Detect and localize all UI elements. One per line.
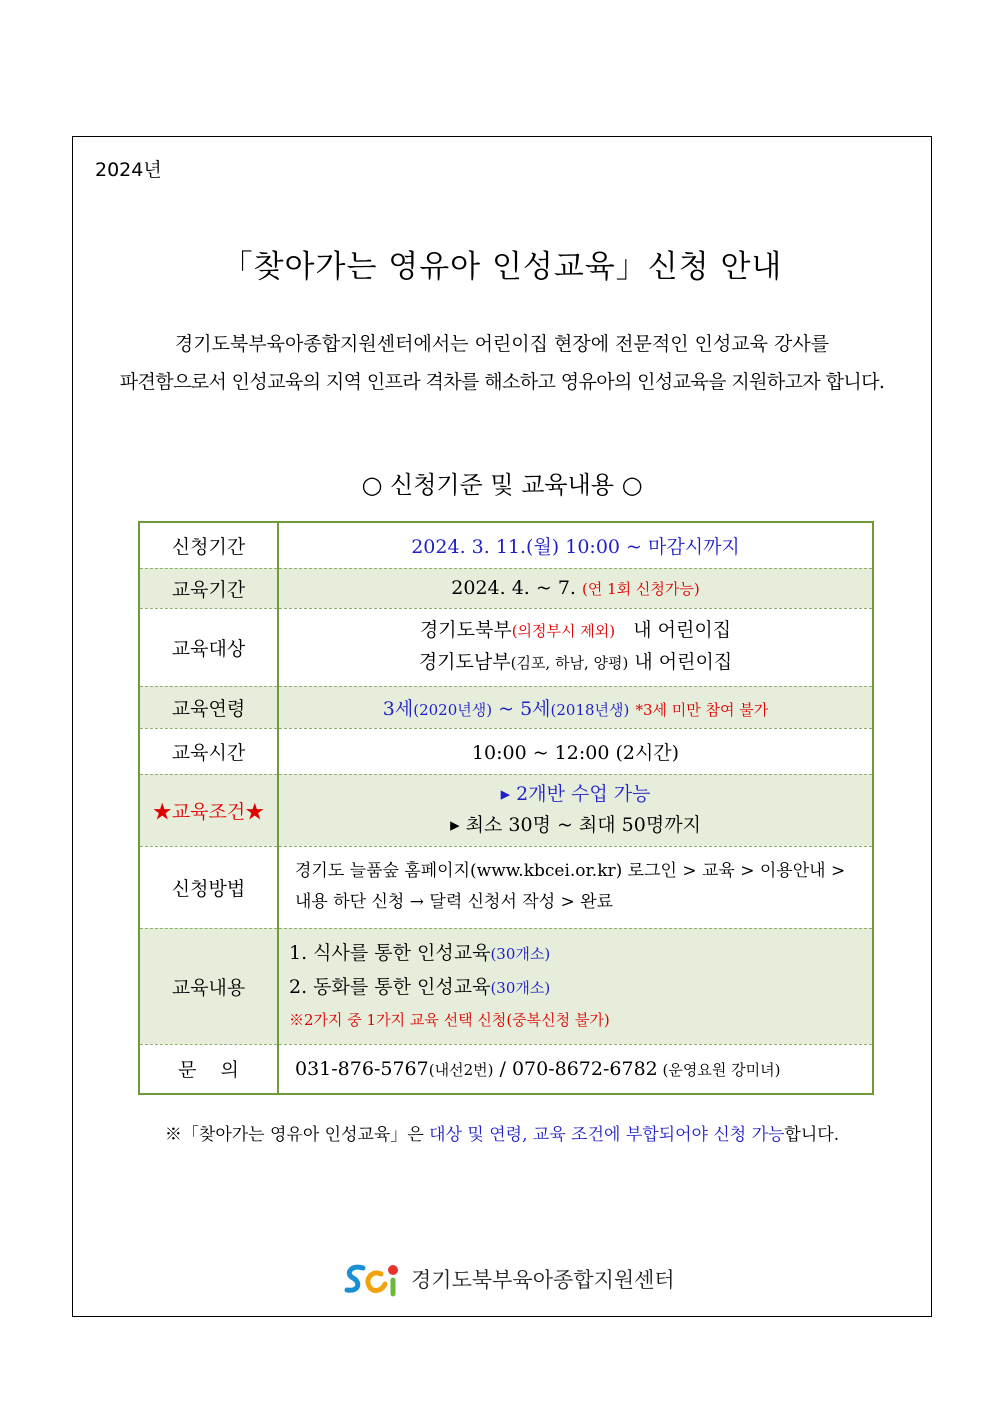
age-min-note: (2020년생) [413,700,493,719]
age-sep: ~ [492,697,521,720]
content-item-1-note: (30개소) [490,945,551,963]
value-edu-period [278,568,873,608]
value-condition [278,774,873,846]
target-south-note: (김포, 하남, 양평) [510,654,629,672]
row-condition [139,774,873,846]
label-edu-period: 교육기간 [139,568,278,608]
value-contact [278,1044,873,1094]
row-edu-period [139,568,873,608]
content-note: ※2가지 중 1가지 교육 선택 신청(중복신청 불가) [289,1011,610,1029]
intro-text [73,325,931,401]
footnote-prefix: ※「찾아가는 영유아 인성교육」은 [164,1125,430,1145]
row-apply-period [139,522,873,568]
section-title: ○ 신청기준 및 교육내용 ○ [361,471,643,499]
row-target [139,608,873,686]
target-north-suffix: 내 어린이집 [633,619,732,641]
row-age [139,686,873,728]
value-method [278,846,873,928]
row-content [139,928,873,1044]
condition-line-2: ▸ 최소 30명 ~ 최대 50명까지 [450,814,701,836]
label-method: 신청방법 [139,846,278,928]
content-item-2 [289,971,872,1005]
intro-line-2: 파견함으로서 인성교육의 지역 인프라 격차를 해소하고 영유아의 인성교육을 지원하고자 합니다. [119,371,885,393]
label-condition: ★교육조건★ [139,774,278,846]
logo-text: 경기도북부육아종합지원센터 [411,1268,675,1292]
footnote [73,1120,931,1145]
logo-mark-icon [343,1260,405,1298]
age-min: 3세 [382,697,414,720]
age-restriction: *3세 미만 참여 불가 [635,700,769,719]
target-south: 경기도남부 [418,651,511,673]
age-max-note: (2018년생) [550,700,630,719]
value-target [278,608,873,686]
content-item-1 [289,937,872,971]
method-line-2: 내용 하단 신청 → 달력 신청서 작성 > 완료 [295,892,614,912]
page-title: 「찾아가는 영유아 인성교육」신청 안내 [221,249,783,285]
row-contact [139,1044,873,1094]
target-line-2 [279,647,872,679]
label-target: 교육대상 [139,608,278,686]
label-content: 교육내용 [139,928,278,1044]
target-south-suffix: 내 어린이집 [634,651,733,673]
intro-line-1: 경기도북부육아종합지원센터에서는 어린이집 현장에 전문적인 인성교육 강사를 [174,333,830,355]
value-age [278,686,873,728]
target-north: 경기도북부 [419,619,512,641]
center-logo [343,1259,675,1299]
method-line-1: 경기도 늘품숲 홈페이지(www.kbcei.or.kr) 로그인 > 교육 > 이용안내 > [295,861,846,881]
contact-ext: (내선2번) [428,1060,494,1079]
label-apply-period: 신청기간 [139,522,278,568]
content-item-1-text: 1. 식사를 통한 인성교육 [289,942,491,964]
row-time [139,728,873,774]
year-label: 2024년 [95,159,162,181]
content-item-2-note: (30개소) [490,979,551,997]
contact-sep: / [493,1057,512,1080]
footnote-suffix: 합니다. [784,1125,840,1145]
document-frame [72,136,932,1317]
contact-phone-2: 070-8672-6782 [511,1057,658,1080]
target-line-1 [279,615,872,647]
label-age: 교육연령 [139,686,278,728]
edu-period-text: 2024. 4. ~ 7. [451,577,576,599]
edu-period-note: (연 1회 신청가능) [582,580,700,598]
content-item-2-text: 2. 동화를 통한 인성교육 [289,976,491,998]
value-apply-period: 2024. 3. 11.(월) 10:00 ~ 마감시까지 [278,522,873,568]
condition-line-1: ▸ 2개반 수업 가능 [500,783,651,805]
label-time: 교육시간 [139,728,278,774]
target-north-note: (의정부시 제외) [511,622,616,640]
contact-person: (운영요원 강미녀) [657,1060,781,1079]
footnote-highlight: 대상 및 연령, 교육 조건에 부합되어야 신청 가능 [429,1125,785,1145]
value-content [278,928,873,1044]
age-max: 5세 [520,697,551,720]
row-method [139,846,873,928]
contact-phone-1: 031-876-5767 [295,1057,429,1080]
label-contact: 문 의 [139,1044,278,1094]
value-time: 10:00 ~ 12:00 (2시간) [278,728,873,774]
info-table [138,521,874,1095]
